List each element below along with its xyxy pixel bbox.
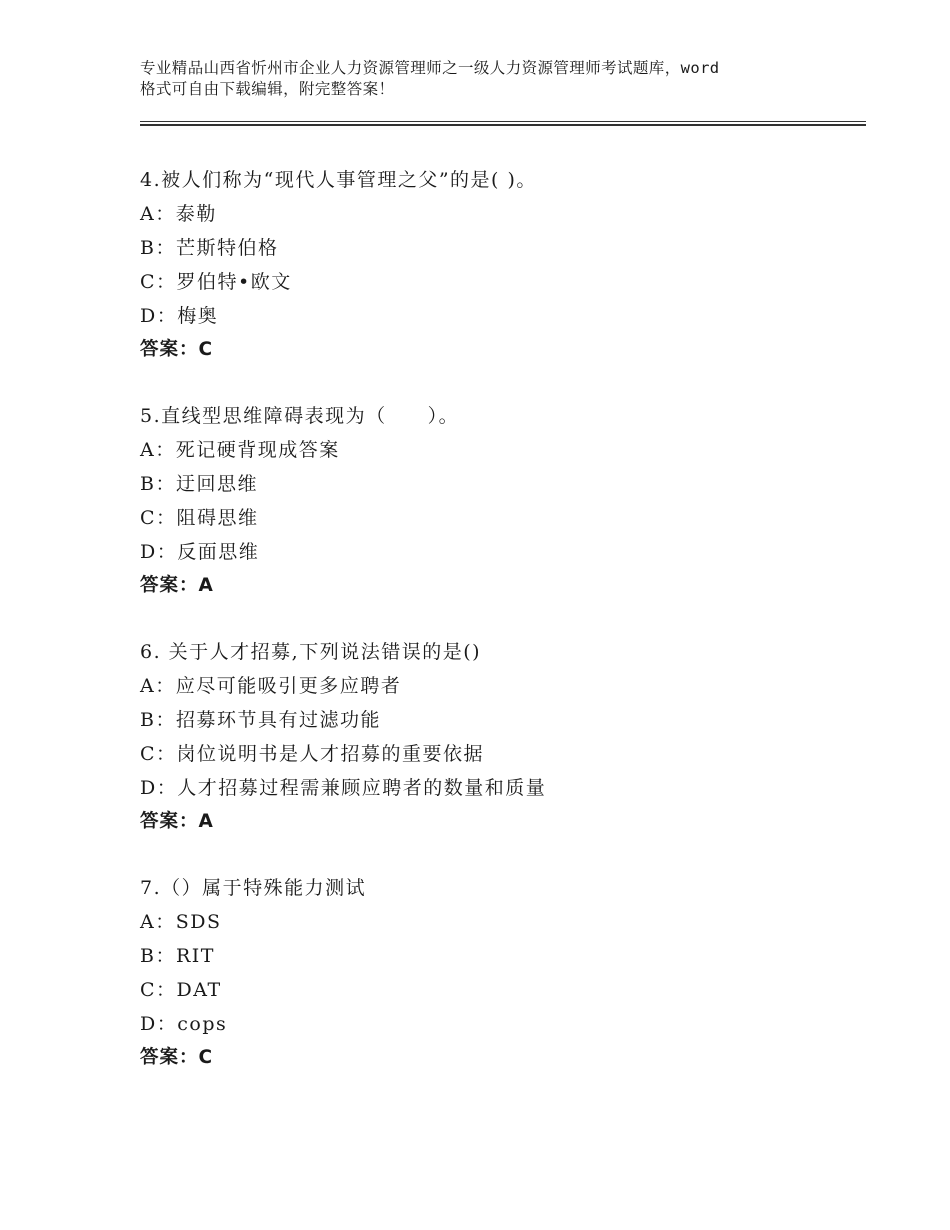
option-text: cops: [177, 1013, 228, 1035]
answer-label: 答案：: [140, 575, 199, 596]
option-a: [140, 905, 860, 939]
option-label: A：: [140, 911, 176, 933]
header-divider-thick: [140, 124, 866, 126]
option-text: 死记硬背现成答案: [175, 439, 340, 461]
option-label: A：: [140, 675, 176, 697]
option-text: 人才招募过程需兼顾应聘者的数量和质量: [177, 777, 547, 799]
option-d: [140, 299, 860, 333]
option-a: [140, 197, 860, 231]
question-item: [140, 163, 860, 367]
option-label: C：: [140, 507, 177, 529]
option-text: 招募环节具有过滤功能: [175, 709, 381, 731]
option-text: 罗伯特•欧文: [176, 271, 292, 293]
option-text: 迂回思维: [175, 473, 258, 495]
option-label: B：: [140, 473, 176, 495]
question-stem: 4.被人们称为“现代人事管理之父”的是( )。: [140, 169, 537, 191]
answer-line: [140, 805, 860, 839]
option-text: DAT: [176, 979, 222, 1001]
option-label: D：: [140, 305, 178, 327]
option-label: B：: [140, 237, 176, 259]
question-stem: 7.（）属于特殊能力测试: [140, 877, 367, 899]
question-item: [140, 635, 860, 839]
answer-value: A: [198, 811, 214, 832]
option-b: [140, 467, 860, 501]
option-label: B：: [140, 709, 176, 731]
option-c: [140, 501, 860, 535]
answer-value: C: [198, 339, 214, 360]
option-text: 应尽可能吸引更多应聘者: [175, 675, 402, 697]
option-label: B：: [140, 945, 176, 967]
answer-line: [140, 333, 860, 367]
option-text: 泰勒: [175, 203, 217, 225]
option-text: 阻碍思维: [176, 507, 259, 529]
answer-label: 答案：: [140, 339, 199, 360]
answer-label: 答案：: [140, 811, 199, 832]
option-d: [140, 771, 860, 805]
option-c: [140, 973, 860, 1007]
answer-line: [140, 1041, 860, 1075]
option-label: C：: [140, 979, 177, 1001]
header-divider-thin: [140, 121, 866, 122]
question-item: [140, 871, 860, 1075]
answer-value: C: [198, 1047, 214, 1068]
option-text: 芒斯特伯格: [175, 237, 279, 259]
option-c: [140, 737, 860, 771]
answer-value: A: [198, 575, 214, 596]
option-d: [140, 1007, 860, 1041]
answer-label: 答案：: [140, 1047, 199, 1068]
question-stem: 5.直线型思维障碍表现为（ ）。: [140, 405, 460, 427]
option-text: 岗位说明书是人才招募的重要依据: [176, 743, 485, 765]
option-b: [140, 703, 860, 737]
option-text: RIT: [175, 945, 215, 967]
option-d: [140, 535, 860, 569]
header-line-1: 专业精品山西省忻州市企业人力资源管理师之一级人力资源管理师考试题库，word: [140, 59, 720, 77]
option-label: D：: [140, 1013, 178, 1035]
option-b: [140, 231, 860, 265]
option-label: D：: [140, 777, 178, 799]
question-item: [140, 399, 860, 603]
header-line-2: 格式可自由下载编辑，附完整答案！: [140, 80, 395, 98]
option-a: [140, 669, 860, 703]
option-text: 反面思维: [177, 541, 260, 563]
option-label: A：: [140, 203, 176, 225]
question-stem: 6. 关于人才招募,下列说法错误的是(): [140, 641, 482, 663]
option-b: [140, 939, 860, 973]
option-text: SDS: [175, 911, 222, 933]
option-a: [140, 433, 860, 467]
option-c: [140, 265, 860, 299]
option-text: 梅奥: [177, 305, 219, 327]
option-label: C：: [140, 743, 177, 765]
answer-line: [140, 569, 860, 603]
option-label: C：: [140, 271, 177, 293]
option-label: A：: [140, 439, 176, 461]
option-label: D：: [140, 541, 178, 563]
document-header: [140, 58, 840, 100]
question-list: [140, 163, 860, 1107]
